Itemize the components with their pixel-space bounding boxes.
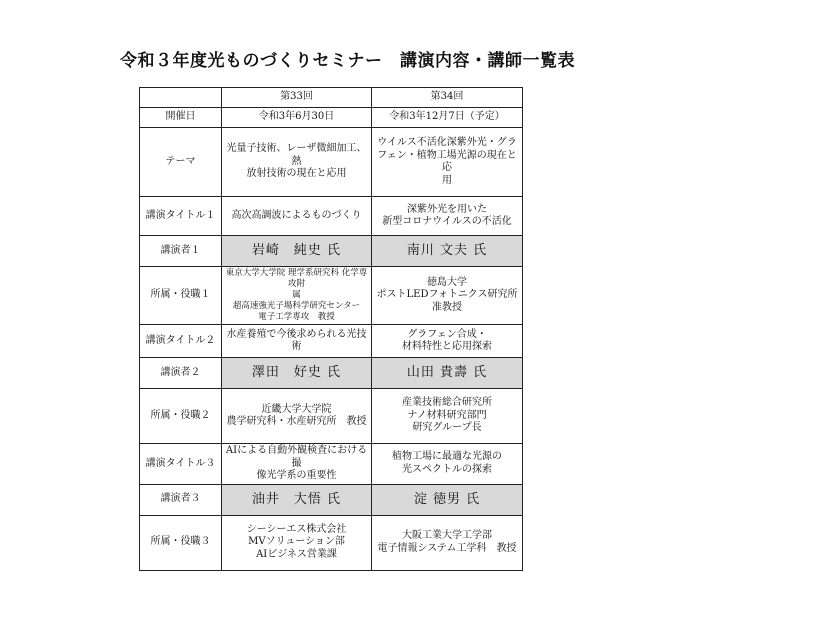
text-line: 産業技術総合研究所 <box>402 397 492 409</box>
title1-33 <box>222 197 372 236</box>
aff3-34 <box>372 515 523 570</box>
speaker2-34: 山田 貴壽 氏 <box>372 358 523 389</box>
table-row <box>140 267 523 325</box>
table-row <box>140 128 523 197</box>
row-label-title2: 講演タイトル２ <box>140 325 222 358</box>
text-line: 光量子技術、レーザ微細加工、熱 <box>226 143 367 167</box>
text-line: AIによる自動外観検査における撮 <box>225 445 368 469</box>
speaker3-34: 淀 徳男 氏 <box>372 484 523 515</box>
table-row <box>140 108 523 128</box>
row-label-speaker3: 講演者３ <box>140 484 222 515</box>
text-line: 農学研究科・水産研究所 教授 <box>226 416 367 428</box>
aff2-34 <box>372 389 523 444</box>
text-line: 放射技術の現在と応用 <box>246 168 347 180</box>
text-line: 研究グループ長 <box>412 422 482 434</box>
table-row <box>140 389 523 444</box>
table-row <box>140 515 523 570</box>
text-line: ウイルス不活化深紫外光・グラ <box>377 137 517 148</box>
text-line: 准教授 <box>432 301 462 313</box>
row-label-title3: 講演タイトル３ <box>140 444 222 485</box>
text-line: 電子情報システム工学科 教授 <box>377 542 517 554</box>
text-line: 光スペクトルの探索 <box>402 463 492 475</box>
text-line: MVソリューション部 <box>248 536 345 548</box>
text-line: グラフェン合成・ <box>407 328 487 340</box>
table-header-row <box>140 88 523 108</box>
table-row <box>140 444 523 485</box>
text-line: 水産養殖で今後求められる光技術 <box>226 328 367 353</box>
title1-34 <box>372 197 523 236</box>
row-label-aff2: 所属・役職２ <box>140 389 222 444</box>
text-line: 像光学系の重要性 <box>256 470 337 482</box>
date-34: 令和3年12月7日（予定） <box>372 108 523 128</box>
text-line: 東京大学大学院 理学系研究科 化学専攻附 <box>225 268 368 290</box>
text-line: 深紫外光を用いた <box>407 203 487 215</box>
aff1-33 <box>222 267 372 325</box>
text-line: ナノ材料研究部門 <box>407 409 487 421</box>
document-title: 令和３年度光ものづくりセミナー 講演内容・講師一覧表 <box>120 51 575 71</box>
row-label-date: 開催日 <box>140 108 222 128</box>
aff2-33 <box>222 389 372 444</box>
column-header-34: 第34回 <box>372 88 523 108</box>
table-row <box>140 358 523 389</box>
table-row <box>140 484 523 515</box>
row-label-speaker2: 講演者２ <box>140 358 222 389</box>
speaker1-33: 岩崎 純史 氏 <box>222 236 372 267</box>
title3-34 <box>372 444 523 485</box>
speaker2-33: 澤田 好史 氏 <box>222 358 372 389</box>
text-line: 大阪工業大学工学部 <box>402 530 492 542</box>
speaker3-33: 油井 大悟 氏 <box>222 484 372 515</box>
row-label-theme: テーマ <box>140 128 222 197</box>
aff1-34 <box>372 267 523 325</box>
text-line: 近畿大学大学院 <box>261 403 332 415</box>
date-33: 令和3年6月30日 <box>222 108 372 128</box>
row-label-speaker1: 講演者１ <box>140 236 222 267</box>
text-line: 材料特性と応用探索 <box>402 341 492 353</box>
theme-34 <box>372 128 523 197</box>
table-row <box>140 197 523 236</box>
row-label-aff3: 所属・役職３ <box>140 515 222 570</box>
text-line: 高次高調波によるものづくり <box>231 209 362 221</box>
header-empty-cell <box>140 88 222 108</box>
seminar-schedule-table <box>139 87 523 571</box>
text-line: 徳島大学 <box>427 276 467 288</box>
column-header-33: 第33回 <box>222 88 372 108</box>
title3-33 <box>222 444 372 485</box>
text-line: 超高速強光子場科学研究センター <box>232 301 361 312</box>
row-label-aff1: 所属・役職１ <box>140 267 222 325</box>
text-line: 用 <box>442 174 452 186</box>
text-line: 新型コロナウイルスの不活化 <box>382 216 512 227</box>
text-line: AIビジネス営業課 <box>256 548 337 560</box>
text-line: シーシーエス株式会社 <box>246 523 347 535</box>
table-row <box>140 236 523 267</box>
text-line: ポストLEDフォトニクス研究所 <box>376 289 518 301</box>
table-row <box>140 325 523 358</box>
aff3-33 <box>222 515 372 570</box>
theme-33 <box>222 128 372 197</box>
text-line: 植物工場に最適な光源の <box>392 451 502 463</box>
row-label-title1: 講演タイトル１ <box>140 197 222 236</box>
text-line: 電子工学専攻 教授 <box>258 312 335 323</box>
title2-33 <box>222 325 372 358</box>
text-line: フェン・植物工場光源の現在と応 <box>377 149 517 173</box>
speaker1-34: 南川 文夫 氏 <box>372 236 523 267</box>
text-line: 属 <box>292 290 301 301</box>
title2-34 <box>372 325 523 358</box>
